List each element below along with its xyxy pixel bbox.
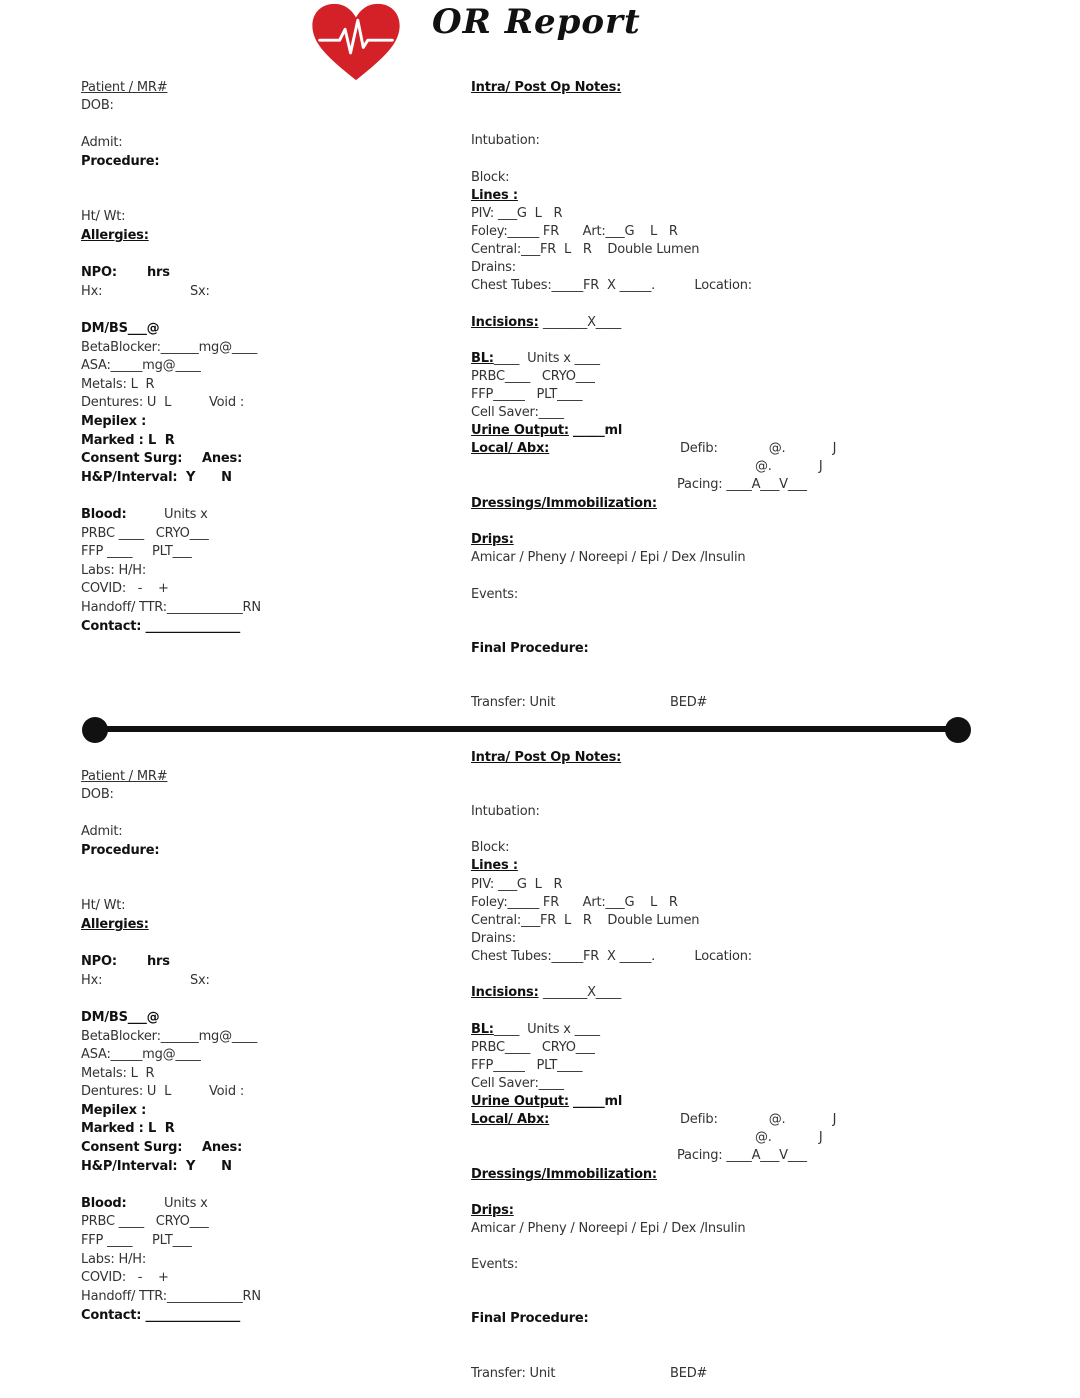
divider-left-dot bbox=[82, 717, 108, 743]
drips-heading: Drips: bbox=[471, 1203, 514, 1218]
final-procedure-field[interactable]: Final Procedure: bbox=[471, 641, 589, 656]
section-divider bbox=[84, 726, 970, 732]
chest-tubes-field[interactable]: Chest Tubes:_____FR X _____. Location: bbox=[471, 949, 752, 964]
foley-art-field[interactable]: Foley:_____ FR Art:___G L R bbox=[471, 224, 678, 239]
incisions-count[interactable]: _______X____ bbox=[543, 985, 622, 1000]
ht-wt-field[interactable]: Ht/ Wt: bbox=[81, 209, 126, 224]
transfer-unit-field[interactable]: Transfer: Unit bbox=[471, 695, 556, 710]
events-field[interactable]: Events: bbox=[471, 587, 518, 602]
void-field[interactable]: Void : bbox=[209, 395, 245, 410]
prbc-cryo-field[interactable]: PRBC ____ CRYO___ bbox=[81, 526, 209, 541]
contact-field[interactable]: Contact: _______________ bbox=[81, 619, 241, 634]
admit-field[interactable]: Admit: bbox=[81, 824, 123, 839]
ffp-plt-given[interactable]: FFP_____ PLT____ bbox=[471, 387, 583, 402]
betablocker-field[interactable]: BetaBlocker:______mg@____ bbox=[81, 1029, 258, 1044]
local-abx-field[interactable]: Local/ Abx: bbox=[471, 441, 550, 456]
consent-anes-field[interactable]: Anes: bbox=[202, 451, 243, 466]
dressings-field[interactable]: Dressings/Immobilization: bbox=[471, 496, 657, 511]
incisions-field[interactable]: Incisions: bbox=[471, 985, 539, 1000]
prbc-cryo-field[interactable]: PRBC ____ CRYO___ bbox=[81, 1214, 209, 1229]
dm-bs-field[interactable]: DM/BS___@ bbox=[81, 1010, 160, 1025]
ffp-plt-field[interactable]: FFP ____ PLT___ bbox=[81, 1233, 192, 1248]
ht-wt-field[interactable]: Ht/ Wt: bbox=[81, 898, 126, 913]
defib-field[interactable]: Defib: @. J bbox=[680, 1112, 837, 1127]
contact-field[interactable]: Contact: _______________ bbox=[81, 1308, 241, 1323]
blood-loss-units[interactable]: ____ Units x ____ bbox=[494, 351, 600, 366]
hp-interval-field[interactable]: H&P/Interval: Y N bbox=[81, 1159, 232, 1174]
drips-heading: Drips: bbox=[471, 532, 514, 547]
npo-field[interactable]: NPO: bbox=[81, 954, 117, 969]
blood-units-field[interactable]: Units x bbox=[164, 507, 208, 522]
labs-hh-field[interactable]: Labs: H/H: bbox=[81, 563, 147, 578]
covid-field[interactable]: COVID: - + bbox=[81, 581, 169, 596]
metals-field[interactable]: Metals: L R bbox=[81, 377, 155, 392]
drains-field[interactable]: Drains: bbox=[471, 931, 516, 946]
defib-second-field[interactable]: @. J bbox=[755, 1130, 823, 1145]
foley-art-field[interactable]: Foley:_____ FR Art:___G L R bbox=[471, 895, 678, 910]
heart-shape bbox=[312, 4, 399, 80]
lines-heading: Lines : bbox=[471, 188, 518, 203]
pacing-field[interactable]: Pacing: ____A___V___ bbox=[677, 1148, 807, 1163]
events-field[interactable]: Events: bbox=[471, 1257, 518, 1272]
dressings-field[interactable]: Dressings/Immobilization: bbox=[471, 1167, 657, 1182]
npo-hrs-label: hrs bbox=[147, 265, 170, 280]
piv-field[interactable]: PIV: ___G L R bbox=[471, 206, 563, 221]
ffp-plt-field[interactable]: FFP ____ PLT___ bbox=[81, 544, 192, 559]
cell-saver-field[interactable]: Cell Saver:____ bbox=[471, 1076, 564, 1091]
bed-field[interactable]: BED# bbox=[670, 695, 708, 710]
marked-field[interactable]: Marked : L R bbox=[81, 1121, 175, 1136]
dm-bs-field[interactable]: DM/BS___@ bbox=[81, 321, 160, 336]
lines-heading: Lines : bbox=[471, 858, 518, 873]
mepilex-field[interactable]: Mepilex : bbox=[81, 1103, 147, 1118]
hx-field[interactable]: Hx: bbox=[81, 284, 103, 299]
drips-list[interactable]: Amicar / Pheny / Noreepi / Epi / Dex /Insulin bbox=[471, 1221, 746, 1236]
hp-interval-field[interactable]: H&P/Interval: Y N bbox=[81, 470, 232, 485]
dob-field[interactable]: DOB: bbox=[81, 787, 114, 802]
urine-output-field[interactable]: Urine Output: bbox=[471, 1094, 569, 1109]
heart-monitor-icon bbox=[310, 2, 402, 82]
npo-field[interactable]: NPO: bbox=[81, 265, 117, 280]
allergies-field[interactable]: Allergies: bbox=[81, 917, 149, 932]
consent-anes-field[interactable]: Anes: bbox=[202, 1140, 243, 1155]
urine-output-field[interactable]: Urine Output: bbox=[471, 423, 569, 438]
void-field[interactable]: Void : bbox=[209, 1084, 245, 1099]
bed-field[interactable]: BED# bbox=[670, 1366, 708, 1381]
betablocker-field[interactable]: BetaBlocker:______mg@____ bbox=[81, 340, 258, 355]
drips-list[interactable]: Amicar / Pheny / Noreepi / Epi / Dex /Insulin bbox=[471, 550, 746, 565]
pacing-field[interactable]: Pacing: ____A___V___ bbox=[677, 477, 807, 492]
drains-field[interactable]: Drains: bbox=[471, 260, 516, 275]
allergies-field[interactable]: Allergies: bbox=[81, 228, 149, 243]
dentures-field[interactable]: Dentures: U L bbox=[81, 1084, 172, 1099]
blood-field[interactable]: Blood: bbox=[81, 1196, 127, 1211]
blood-field[interactable]: Blood: bbox=[81, 507, 127, 522]
divider-right-dot bbox=[945, 717, 971, 743]
procedure-field[interactable]: Procedure: bbox=[81, 154, 160, 169]
block-field[interactable]: Block: bbox=[471, 840, 510, 855]
piv-field[interactable]: PIV: ___G L R bbox=[471, 877, 563, 892]
patient-mr-field[interactable]: Patient / MR# bbox=[81, 769, 168, 784]
intubation-field[interactable]: Intubation: bbox=[471, 133, 540, 148]
central-line-field[interactable]: Central:___FR L R Double Lumen bbox=[471, 913, 700, 928]
covid-field[interactable]: COVID: - + bbox=[81, 1270, 169, 1285]
prbc-cryo-given[interactable]: PRBC____ CRYO___ bbox=[471, 369, 595, 384]
metals-field[interactable]: Metals: L R bbox=[81, 1066, 155, 1081]
block-field[interactable]: Block: bbox=[471, 170, 510, 185]
ffp-plt-given[interactable]: FFP_____ PLT____ bbox=[471, 1058, 583, 1073]
dentures-field[interactable]: Dentures: U L bbox=[81, 395, 172, 410]
consent-surg-field[interactable]: Consent Surg: bbox=[81, 451, 183, 466]
admit-field[interactable]: Admit: bbox=[81, 135, 123, 150]
transfer-unit-field[interactable]: Transfer: Unit bbox=[471, 1366, 556, 1381]
asa-field[interactable]: ASA:_____mg@____ bbox=[81, 1047, 201, 1062]
mepilex-field[interactable]: Mepilex : bbox=[81, 414, 147, 429]
blood-units-field[interactable]: Units x bbox=[164, 1196, 208, 1211]
urine-output-ml[interactable]: _____ml bbox=[573, 1094, 623, 1109]
procedure-field[interactable]: Procedure: bbox=[81, 843, 160, 858]
sx-field[interactable]: Sx: bbox=[190, 973, 210, 988]
page-title: OR Report bbox=[432, 2, 641, 42]
patient-mr-field[interactable]: Patient / MR# bbox=[81, 80, 168, 95]
chest-tubes-field[interactable]: Chest Tubes:_____FR X _____. Location: bbox=[471, 278, 752, 293]
op-notes-heading: Intra/ Post Op Notes: bbox=[471, 80, 622, 95]
marked-field[interactable]: Marked : L R bbox=[81, 433, 175, 448]
cell-saver-field[interactable]: Cell Saver:____ bbox=[471, 405, 564, 420]
blood-loss-field[interactable]: BL: bbox=[471, 351, 494, 366]
blood-loss-units[interactable]: ____ Units x ____ bbox=[494, 1022, 600, 1037]
hx-field[interactable]: Hx: bbox=[81, 973, 103, 988]
defib-second-field[interactable]: @. J bbox=[755, 459, 823, 474]
prbc-cryo-given[interactable]: PRBC____ CRYO___ bbox=[471, 1040, 595, 1055]
defib-field[interactable]: Defib: @. J bbox=[680, 441, 837, 456]
final-procedure-field[interactable]: Final Procedure: bbox=[471, 1311, 589, 1326]
consent-surg-field[interactable]: Consent Surg: bbox=[81, 1140, 183, 1155]
central-line-field[interactable]: Central:___FR L R Double Lumen bbox=[471, 242, 700, 257]
npo-hrs-label: hrs bbox=[147, 954, 170, 969]
blood-loss-field[interactable]: BL: bbox=[471, 1022, 494, 1037]
local-abx-field[interactable]: Local/ Abx: bbox=[471, 1112, 550, 1127]
labs-hh-field[interactable]: Labs: H/H: bbox=[81, 1252, 147, 1267]
intubation-field[interactable]: Intubation: bbox=[471, 804, 540, 819]
urine-output-ml[interactable]: _____ml bbox=[573, 423, 623, 438]
incisions-count[interactable]: _______X____ bbox=[543, 315, 622, 330]
handoff-ttr-field[interactable]: Handoff/ TTR:____________RN bbox=[81, 1289, 261, 1304]
sx-field[interactable]: Sx: bbox=[190, 284, 210, 299]
handoff-ttr-field[interactable]: Handoff/ TTR:____________RN bbox=[81, 600, 261, 615]
asa-field[interactable]: ASA:_____mg@____ bbox=[81, 358, 201, 373]
incisions-field[interactable]: Incisions: bbox=[471, 315, 539, 330]
dob-field[interactable]: DOB: bbox=[81, 98, 114, 113]
op-notes-heading: Intra/ Post Op Notes: bbox=[471, 750, 622, 765]
